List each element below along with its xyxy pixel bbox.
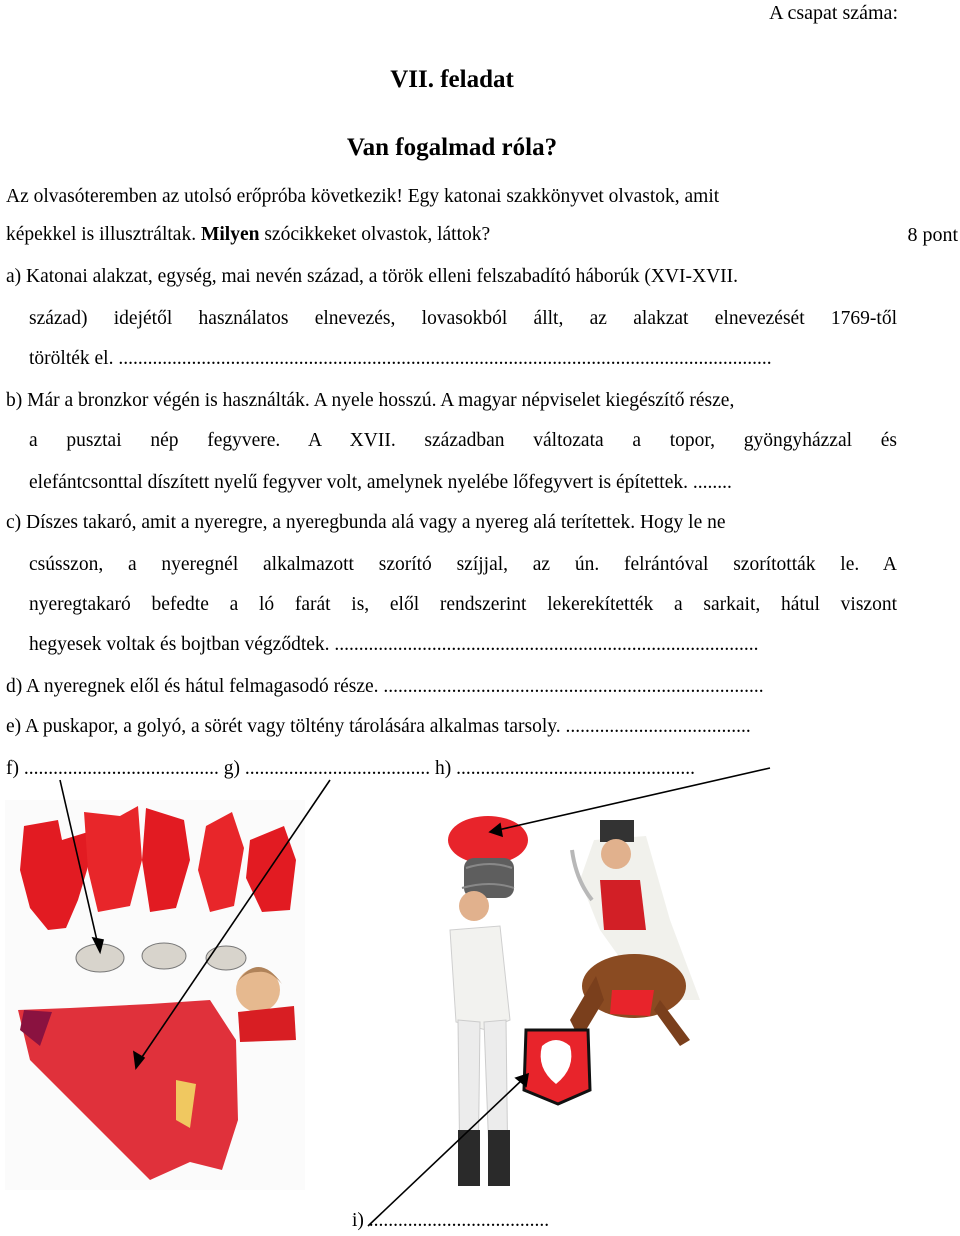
item-c-line-1: c) Díszes takaró, amit a nyeregre, a nyeregbunda alá vagy a nyereg alá terítettek. Hogy le ne	[6, 512, 726, 533]
item-a-line-1: a) Katonai alakzat, egység, mai nevén század, a török elleni felszabadító háborúk (XVI-XVII.	[6, 266, 739, 287]
item-i-answer-line: i) .....................................	[352, 1210, 550, 1231]
item-b-answer-line: elefántcsonttal díszített nyelű fegyver volt, amelynek nyelébe lőfegyvert is építettek. ........	[29, 472, 732, 493]
task-subtitle: Van fogalmad róla?	[346, 134, 558, 161]
item-e-line: e) A puskapor, a golyó, a sörét vagy töltény tárolására alkalmas tarsoly. ......................................	[6, 716, 751, 737]
item-d-line: d) A nyeregnek elől és hátul felmagasodó része. ..............................................................................	[6, 676, 764, 697]
saddle-blanket-pieces-illustration	[5, 800, 305, 1190]
item-b-line-2: a pusztai nép fegyvere. A XVII. században változata a topor, gyöngyházzal és	[29, 430, 897, 451]
item-c-line-3: nyeregtakaró befedte a ló farát is, elől rendszerint lekerekítették a sarkait, hátul viszont	[29, 594, 897, 615]
intro-line-2: képekkel is illusztráltak. Milyen szócikkeket olvastok, láttok?	[6, 224, 491, 245]
points-label: 8 pont	[907, 224, 958, 246]
item-c-line-2: csússzon, a nyeregnél alkalmazott szorító szíjjal, az ún. felrántóval szorították le. A	[29, 554, 897, 575]
team-number-label: A csapat száma:	[769, 2, 898, 24]
item-a-answer-line: törölték el. ......................................................................................................................................	[29, 348, 772, 369]
item-c-answer-line: hegyesek voltak és bojtban végződtek. .......................................................................................	[29, 634, 759, 655]
task-title: VII. feladat	[390, 66, 514, 93]
item-b-line-1: b) Már a bronzkor végén is használták. A nyele hosszú. A magyar népviselet kiegészítő része,	[6, 390, 735, 411]
intro-line-1: Az olvasóteremben az utolsó erőpróba következik! Egy katonai szakkönyvet olvastok, amit	[6, 186, 720, 207]
item-a-line-2: század) idejétől használatos elnevezés, lovasokból állt, az alakzat elnevezését 1769-től	[29, 308, 897, 329]
item-fgh-answer-line: f) ........................................ g) ...................................... h) .................................................	[6, 758, 695, 779]
